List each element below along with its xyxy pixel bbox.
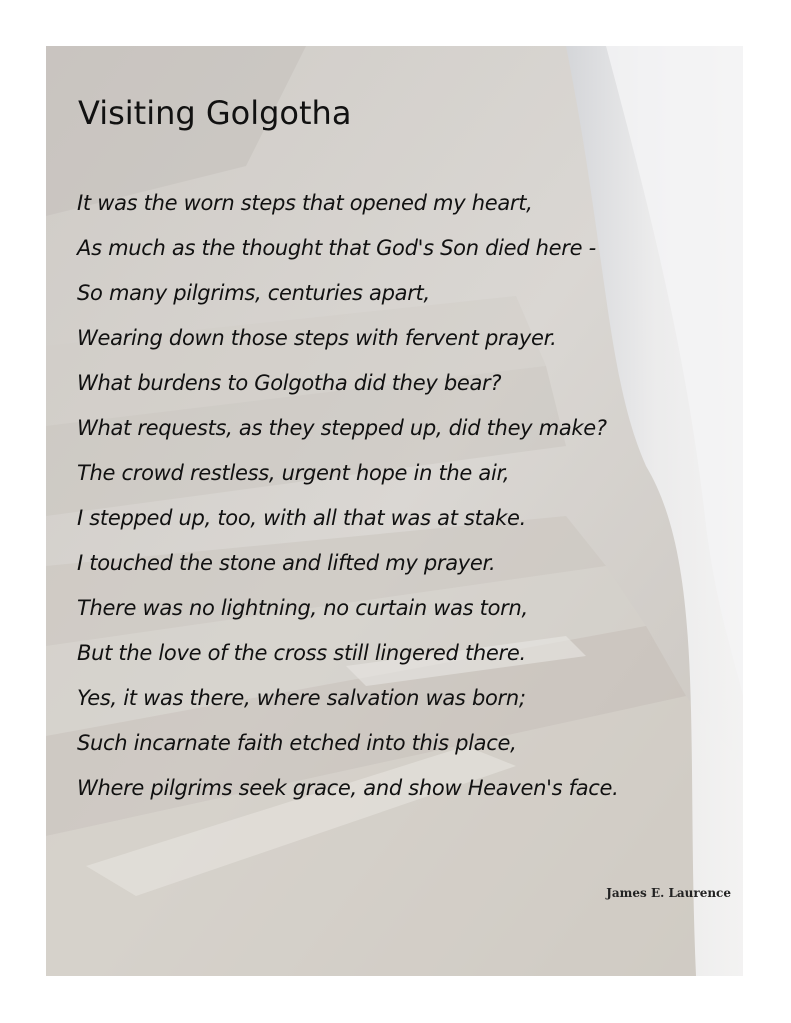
poem-line: There was no lightning, no curtain was torn, [77, 596, 528, 620]
poem-body [77, 181, 737, 811]
poem-line: What requests, as they stepped up, did they make? [77, 416, 607, 440]
poem-line: Wearing down those steps with fervent prayer. [77, 326, 557, 350]
poem-line: I stepped up, too, with all that was at stake. [77, 506, 527, 530]
poem-line: What burdens to Golgotha did they bear? [77, 371, 502, 395]
poem-line: Yes, it was there, where salvation was born; [77, 686, 526, 710]
poem-line: The crowd restless, urgent hope in the air, [77, 461, 510, 485]
poem-line: I touched the stone and lifted my prayer. [77, 551, 496, 575]
poem-line: But the love of the cross still lingered there. [77, 641, 526, 665]
poem-title: Visiting Golgotha [78, 94, 352, 132]
poem-line: Such incarnate faith etched into this place, [77, 731, 517, 755]
author-name: James E. Laurence [606, 886, 731, 900]
poem-line: It was the worn steps that opened my heart, [77, 191, 533, 215]
poem-line: Where pilgrims seek grace, and show Heaven's face. [77, 776, 619, 800]
poem-line: As much as the thought that God's Son died here - [77, 236, 596, 260]
poem-line: So many pilgrims, centuries apart, [77, 281, 430, 305]
